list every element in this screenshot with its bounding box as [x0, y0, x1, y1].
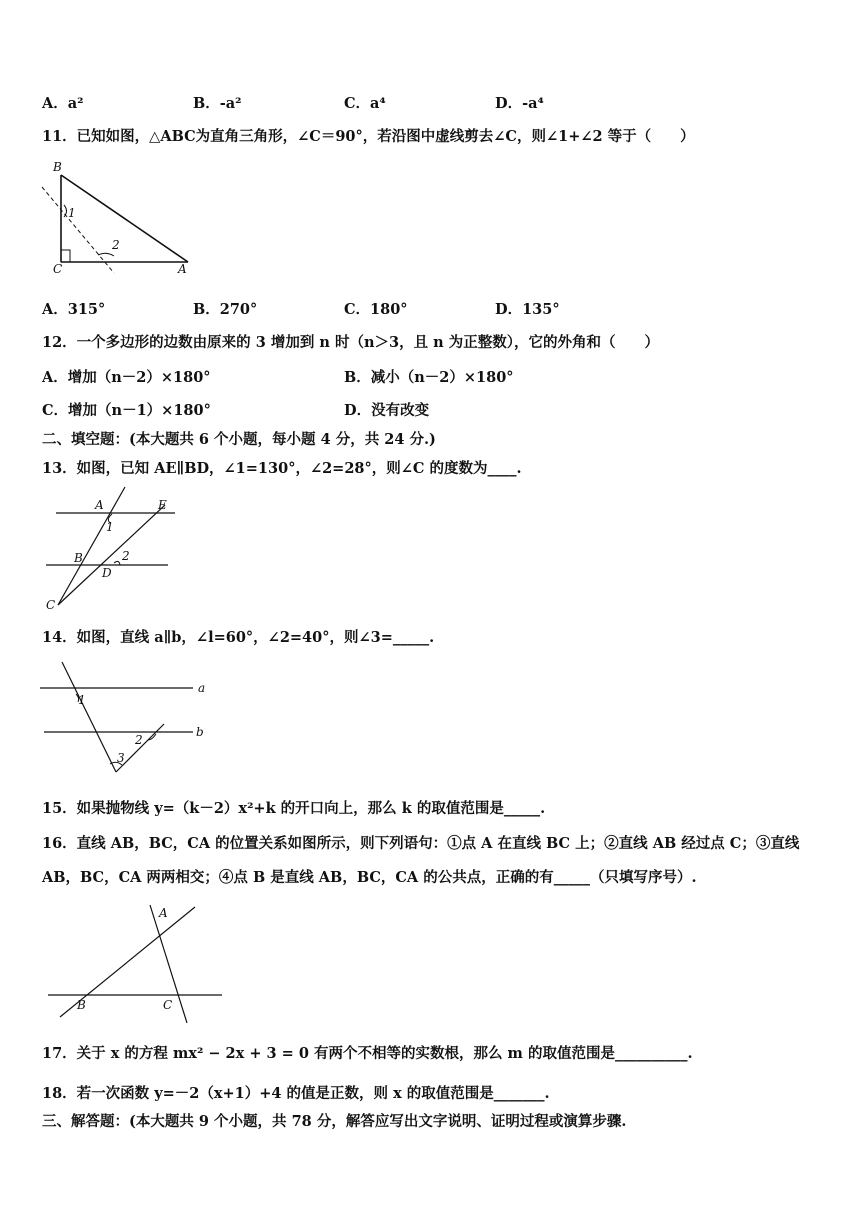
q13-figure — [40, 485, 190, 615]
q16-figure — [40, 895, 230, 1030]
q12-option-a: A．增加（n－2）×180° — [42, 369, 211, 386]
q10-option-b: B．-a² — [193, 95, 242, 112]
q16-label-c: C — [163, 998, 173, 1012]
q14-figure — [38, 660, 218, 780]
q11-label-b: B — [53, 160, 62, 174]
q12-option-b: B．减小（n－2）×180° — [344, 369, 514, 386]
q11-label-1: 1 — [68, 206, 76, 220]
q10-option-c: C．a⁴ — [344, 95, 386, 112]
q13-label-c: C — [46, 598, 56, 612]
q11-label-2: 2 — [112, 238, 120, 252]
q13-label-e: E — [158, 498, 167, 512]
q11-label-c: C — [53, 262, 63, 276]
q14-label-3: 3 — [117, 751, 125, 765]
q13-label-1: 1 — [106, 520, 114, 534]
q10-option-d: D．-a⁴ — [495, 95, 544, 112]
q14-label-2: 2 — [135, 733, 143, 747]
q16-label-a: A — [159, 906, 168, 920]
q14-label-b: b — [196, 725, 204, 739]
q11-figure — [36, 155, 206, 280]
q13-label-2: 2 — [122, 549, 130, 563]
q13-label-d: D — [102, 566, 112, 580]
q16-label-b: B — [77, 998, 86, 1012]
q16-line-1: 16．直线 AB，BC，CA 的位置关系如图所示，则下列语句：①点 A 在直线 BC 上；②直线 AB 经过点 C；③直线 — [42, 835, 800, 852]
section-2-heading: 二、填空题：(本大题共 6 个小题，每小题 4 分，共 24 分.) — [42, 431, 436, 448]
q11-option-b: B．270° — [193, 301, 258, 318]
q18-stem: 18．若一次函数 y=－2（x+1）+4 的值是正数，则 x 的取值范围是_______. — [42, 1085, 550, 1102]
q12-option-c: C．增加（n－1）×180° — [42, 402, 211, 419]
q11-option-d: D．135° — [495, 301, 560, 318]
q14-label-a: a — [198, 681, 206, 695]
q12-stem: 12．一个多边形的边数由原来的 3 增加到 n 时（n＞3，且 n 为正整数），它的外角和（ ） — [42, 334, 660, 351]
q13-stem: 13．如图，已知 AE∥BD，∠1=130°，∠2=28°，则∠C 的度数为____. — [42, 460, 522, 477]
q14-stem: 14．如图，直线 a∥b，∠l=60°，∠2=40°，则∠3=_____. — [42, 629, 435, 646]
q13-label-a: A — [95, 498, 104, 512]
section-3-heading: 三、解答题：(本大题共 9 个小题，共 78 分，解答应写出文字说明、证明过程或演算步骤. — [42, 1113, 627, 1130]
q17-stem: 17．关于 x 的方程 mx² − 2x + 3 = 0 有两个不相等的实数根，那么 m 的取值范围是__________. — [42, 1045, 693, 1062]
q10-option-a: A．a² — [42, 95, 84, 112]
q11-stem: 11．已知如图，△ABC为直角三角形，∠C＝90°，若沿图中虚线剪去∠C，则∠1+∠2 等于（ ） — [42, 128, 695, 145]
q16-line-2: AB，BC，CA 两两相交；④点 B 是直线 AB，BC，CA 的公共点，正确的有_____（只填写序号）. — [42, 869, 697, 886]
q11-label-a: A — [178, 262, 187, 276]
q15-stem: 15．如果抛物线 y=（k－2）x²+k 的开口向上，那么 k 的取值范围是_____. — [42, 800, 546, 817]
q11-option-a: A．315° — [42, 301, 106, 318]
q14-label-1: 1 — [78, 693, 86, 707]
q12-option-d: D．没有改变 — [344, 402, 430, 419]
q13-label-b: B — [74, 551, 83, 565]
q11-option-c: C．180° — [344, 301, 408, 318]
